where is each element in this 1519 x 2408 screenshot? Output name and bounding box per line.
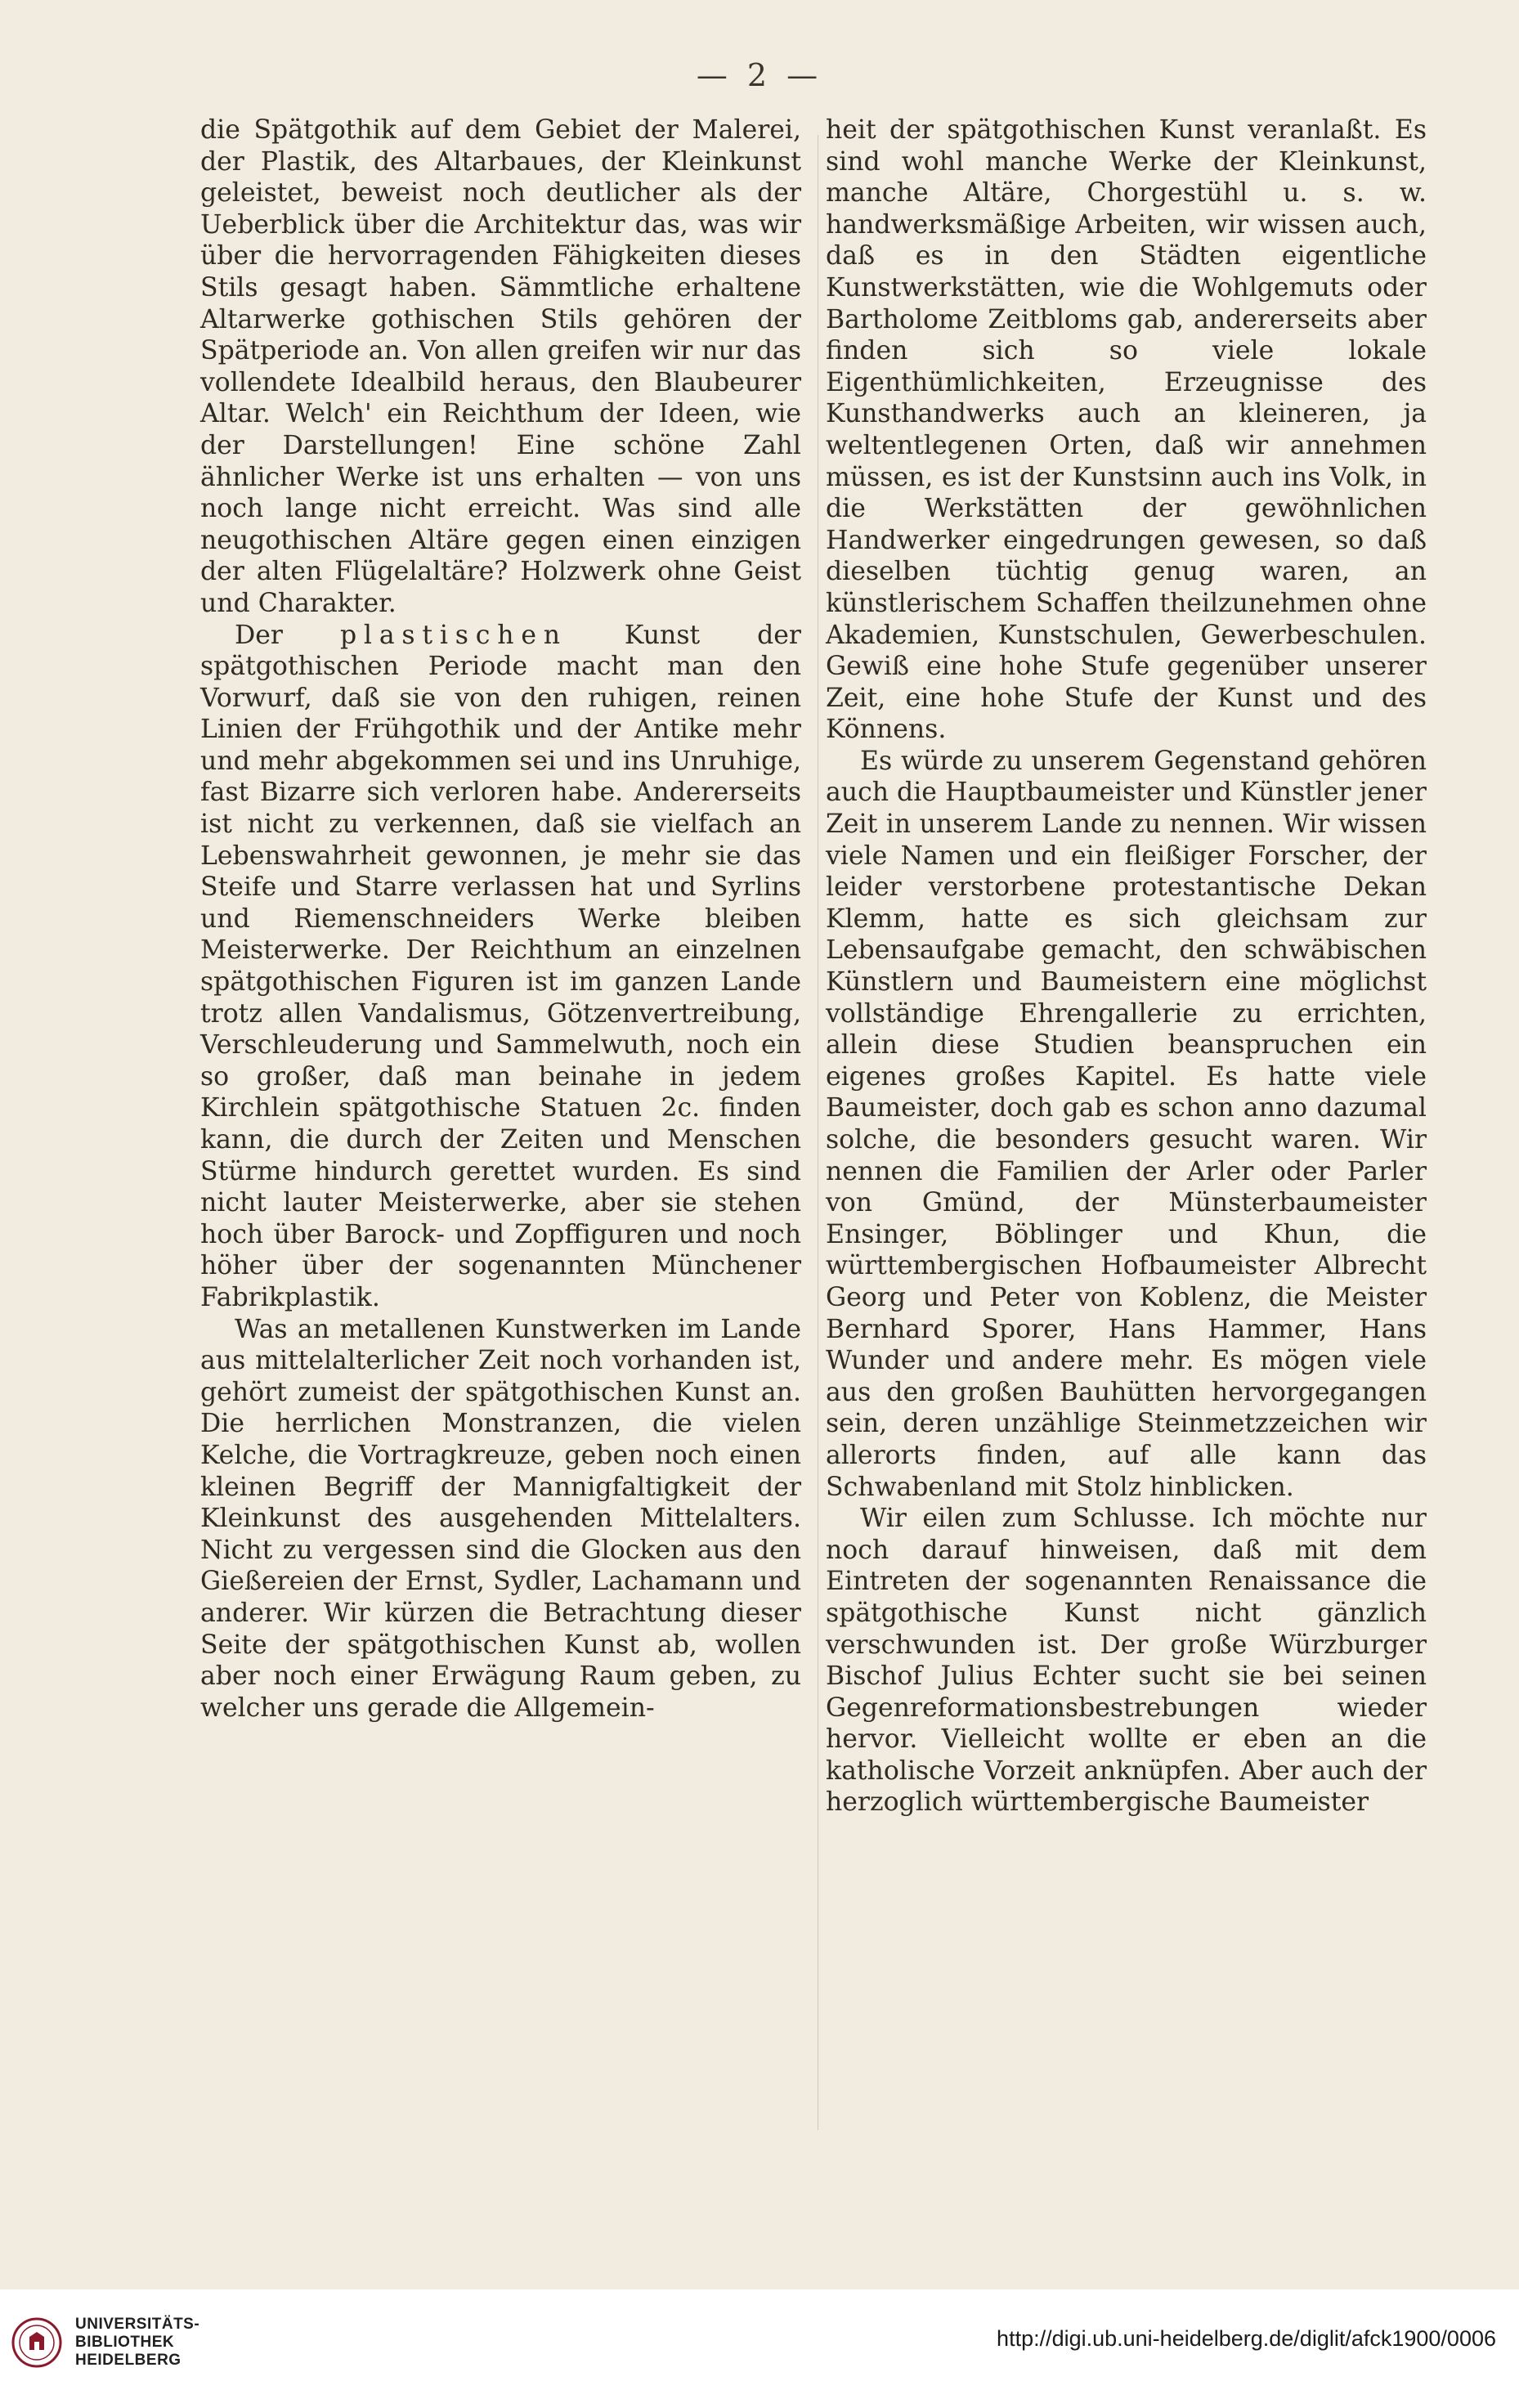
- library-name-line-2: BIBLIOTHEK: [75, 2334, 175, 2351]
- left-paragraph-2: [200, 620, 801, 1314]
- right-paragraph-3: Wir eilen zum Schlusse. Ich möchte nur noch darauf hinweisen, daß mit dem Eintreten der sogenannten Renaissance die spätgothische Kunst nicht gänzlich verschwunden ist. Der große Würzburger Bischof Julius Echter sucht sie bei seinen Gegenreformationsbestrebungen wieder hervor. Vielleicht wollte er eben an die katholische Vorzeit anknüpfen. Aber auch der herzoglich württembergische Baumeister: [826, 1504, 1427, 1818]
- left-paragraph-3: Was an metallenen Kunstwerken im Lande aus mittelalterlicher Zeit noch vorhanden ist, gehört zumeist der spätgothischen Kunst an. Die herrlichen Monstranzen, die vielen Kelche, die Vortragkreuze, geben noch einen kleinen Begriff der Mannigfaltigkeit der Kleinkunst des ausgehenden Mittelalters. Nicht zu vergessen sind die Glocken aus den Gießereien der Ernst, Sydler, Lachamann und anderer. Wir kürzen die Betrachtung dieser Seite der spätgothischen Kunst ab, wollen aber noch einer Erwägung Raum geben, zu welcher uns gerade die Allgemein-: [200, 1314, 801, 1723]
- library-name-line-1: UNIVERSITÄTS-: [75, 2316, 200, 2333]
- left-paragraph-2-body: Kunst der spätgothischen Periode macht man den Vorwurf, daß sie von den ruhigen, reinen Linien der Frühgothik und der Antike mehr und mehr abgekommen sei und ins Unruhige, fast Bizarre sich verloren habe. Andererseits ist nicht zu verkennen, daß sie vielfach an Lebenswahrheit gewonnen, je mehr sie das Steife und Starre verlassen hat und Syrlins und Riemenschneiders Werke bleiben Meisterwerke. Der Reichthum an einzelnen spätgothischen Figuren ist im ganzen Lande trotz allen Vandalismus, Götzenvertreibung, Verschleuderung und Sammelwuth, noch ein so großer, daß man beinahe in jedem Kirchlein spätgothische Statuen 2c. finden kann, die durch der Zeiten und Menschen Stürme hindurch gerettet wurden. Es sind nicht lauter Meisterwerke, aber sie stehen hoch über Barock- und Zopffiguren und noch höher über der sogenannten Münchener Fabrikplastik.: [200, 620, 801, 1312]
- library-name-line-3: HEIDELBERG: [75, 2352, 181, 2369]
- seal-icon: [11, 2317, 62, 2368]
- right-paragraph-2: Es würde zu unserem Gegenstand gehören auch die Hauptbaumeister und Künstler jener Zeit in unserem Lande zu nennen. Wir wissen viele Namen und ein fleißiger Forscher, der leider verstorbene protestantische Dekan Klemm, hatte es sich gleichsam zur Lebensaufgabe gemacht, den schwäbischen Künstlern und Baumeistern eine möglichst vollständige Ehrengallerie zu errichten, allein diese Studien beanspruchen ein eigenes großes Kapitel. Es hatte viele Baumeister, doch gab es schon anno dazumal solche, die besonders gesucht waren. Wir nennen die Familien der Arler oder Parler von Gmünd, der Münsterbaumeister Ensinger, Böblinger und Khun, die württembergischen Hofbaumeister Albrecht Georg und Peter von Koblenz, die Meister Bernhard Sporer, Hans Hammer, Hans Wunder und andere mehr. Es mögen viele aus den großen Bauhütten hervorgegangen sein, deren unzählige Steinmetzzeichen wir allerorts finden, auf alle kann das Schwabenland mit Stolz hinblicken.: [826, 746, 1427, 1502]
- library-logo[interactable]: [11, 2316, 199, 2370]
- source-url-link[interactable]: http://digi.ub.uni-heidelberg.de/diglit/afck1900/0006: [997, 2326, 1496, 2351]
- left-paragraph-1: die Spätgothik auf dem Gebiet der Malerei, der Plastik, des Altarbaues, der Kleinkunst geleistet, beweist noch deutlicher als der Ueberblick über die Architektur das, was wir über die hervorragenden Fähigkeiten dieses Stils gesagt haben. Sämmtliche erhaltene Altarwerke gothischen Stils gehören der Spätperiode an. Von allen greifen wir nur das vollendete Idealbild heraus, den Blaubeurer Altar. Welch' ein Reichthum der Ideen, wie der Darstellungen! Eine schöne Zahl ähnlicher Werke ist uns erhalten — von uns noch lange nicht erreicht. Was sind alle neugothischen Altäre gegen einen einzigen der alten Flügelaltäre? Holzwerk ohne Geist und Charakter.: [200, 115, 801, 618]
- page-number: — 2 —: [696, 57, 823, 93]
- left-paragraph-2-lead: Der: [235, 620, 283, 650]
- right-column: [826, 114, 1427, 1818]
- spaced-emphasis-word: plastischen: [339, 620, 567, 650]
- left-column: [200, 114, 801, 1724]
- right-paragraph-1: heit der spätgothischen Kunst veranlaßt. Es sind wohl manche Werke der Kleinkunst, manche Altäre, Chorgestühl u. s. w. handwerksmäßige Arbeiten, wir wissen auch, daß es in den Städten eigentliche Kunstwerkstätten, wie die Wohlgemuts oder Bartholome Zeitbloms gab, andererseits aber finden sich so viele lokale Eigenthümlichkeiten, Erzeugnisse des Kunsthandwerks auch an kleineren, ja weltentlegenen Orten, daß wir annehmen müssen, es ist der Kunstsinn auch ins Volk, in die Werkstätten der gewöhnlichen Handwerker eingedrungen gewesen, so daß dieselben tüchtig genug waren, an künstlerischem Schaffen theilzunehmen ohne Akademien, Kunstschulen, Gewerbeschulen. Gewiß eine hohe Stufe gegenüber unserer Zeit, eine hohe Stufe der Kunst und des Könnens.: [826, 115, 1427, 745]
- library-name: [75, 2316, 199, 2370]
